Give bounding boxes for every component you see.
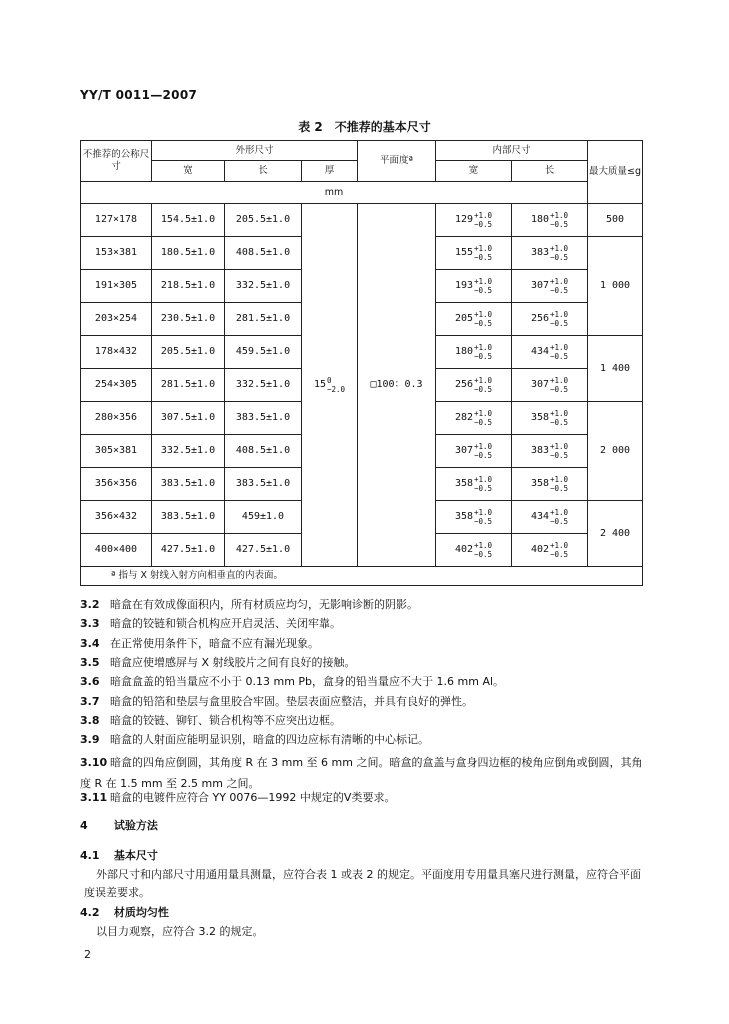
inner-length-cell	[512, 204, 588, 237]
table-caption: 表 2 不推荐的基本尺寸	[298, 120, 431, 134]
tolerance-base: 383	[530, 445, 550, 456]
tolerance-base: 307	[530, 280, 550, 291]
outer-width-cell: 332.5±1.0	[152, 435, 225, 468]
tolerance-stack	[474, 508, 492, 526]
clause-text: 暗盒的电镀件应符合 YY 0076—1992 中规定的Ⅴ类要求。	[110, 791, 396, 804]
tolerance-upper: +1.0	[550, 310, 569, 319]
max-mass-cell: 1 400	[588, 336, 643, 402]
clause-3-9	[80, 733, 646, 747]
outer-length-cell: 332.5±1.0	[225, 369, 302, 402]
tolerance-upper: +1.0	[474, 277, 493, 286]
tolerance-stack	[474, 475, 492, 493]
tolerance-stack	[474, 211, 492, 229]
header-flatness: 平面度ª	[358, 141, 436, 182]
inner-length-cell	[512, 402, 588, 435]
tolerance-upper: +1.0	[474, 211, 493, 220]
tolerance-lower: −0.5	[550, 517, 569, 526]
clause-number: 3.6	[80, 675, 100, 688]
section-4-1-text: 外部尺寸和内部尺寸用通用量具测量，应符合表 1 或表 2 的规定。平面度用专用量具塞尺进行测量，应符合平面度误差要求。	[84, 868, 641, 899]
clause-3-6	[80, 675, 646, 689]
max-mass-cell: 1 000	[588, 237, 643, 336]
tolerance-lower: −0.5	[550, 418, 569, 427]
header-thickness: 厚	[302, 161, 358, 182]
tolerance-lower: −0.5	[550, 319, 569, 328]
clause-number: 3.10	[80, 756, 108, 769]
clause-number: 3.3	[80, 617, 100, 630]
outer-width-cell: 218.5±1.0	[152, 270, 225, 303]
nominal-size-cell: 191×305	[81, 270, 152, 303]
tolerance-upper: +1.0	[550, 508, 569, 517]
standard-number: YY/T 0011—2007	[80, 88, 198, 102]
tolerance-lower: −0.5	[474, 253, 493, 262]
clause-text: 暗盒应使增感屏与 X 射线胶片之间有良好的接触。	[110, 656, 356, 669]
unit-row: mm	[81, 182, 588, 204]
outer-length-cell: 383.5±1.0	[225, 402, 302, 435]
clause-number: 3.9	[80, 733, 100, 746]
thickness-cell	[302, 204, 358, 567]
tolerance-stack	[550, 541, 568, 559]
tolerance-base: 155	[454, 247, 474, 258]
inner-length-cell	[512, 534, 588, 567]
tolerance-base: 129	[454, 214, 474, 225]
nominal-size-cell: 178×432	[81, 336, 152, 369]
tolerance-base: 282	[454, 412, 474, 423]
tolerance-stack	[550, 475, 568, 493]
tolerance-stack	[550, 211, 568, 229]
tolerance-upper: +1.0	[550, 343, 569, 352]
nominal-size-cell: 356×432	[81, 501, 152, 534]
thickness-upper: 0	[327, 376, 332, 385]
section-4-2-title: 材质均匀性	[113, 906, 169, 919]
outer-width-cell: 427.5±1.0	[152, 534, 225, 567]
nominal-size-cell: 356×356	[81, 468, 152, 501]
tolerance-stack	[474, 343, 492, 361]
tolerance-lower: −0.5	[550, 385, 569, 394]
inner-width-cell	[436, 303, 512, 336]
tolerance-upper: +1.0	[550, 475, 569, 484]
header-outer-length: 长	[225, 161, 302, 182]
inner-length-cell	[512, 501, 588, 534]
nominal-size-cell: 280×356	[81, 402, 152, 435]
thickness-lower: −2.0	[327, 385, 346, 394]
tolerance-upper: +1.0	[550, 277, 569, 286]
inner-width-cell	[436, 402, 512, 435]
outer-width-cell: 230.5±1.0	[152, 303, 225, 336]
inner-width-cell	[436, 534, 512, 567]
clause-3-11	[80, 791, 646, 805]
outer-length-cell: 281.5±1.0	[225, 303, 302, 336]
clause-text: 暗盒在有效成像面积内，所有材质应均匀，无影响诊断的阴影。	[110, 598, 418, 611]
tolerance-base: 256	[454, 379, 474, 390]
tolerance-upper: +1.0	[550, 244, 569, 253]
tolerance-lower: −0.5	[550, 253, 569, 262]
tolerance-base: 402	[530, 544, 550, 555]
clause-3-5	[80, 656, 646, 670]
inner-width-cell	[436, 435, 512, 468]
header-inner-width: 宽	[436, 161, 512, 182]
tolerance-base: 402	[454, 544, 474, 555]
tolerance-lower: −0.5	[474, 550, 493, 559]
tolerance-stack	[550, 442, 568, 460]
thickness-tolerance	[327, 376, 345, 394]
tolerance-stack	[474, 244, 492, 262]
section-4-2-number: 4.2	[80, 906, 100, 919]
dimensions-table	[80, 140, 643, 586]
tolerance-lower: −0.5	[474, 418, 493, 427]
tolerance-base: 358	[454, 511, 474, 522]
tolerance-stack	[474, 376, 492, 394]
header-outer: 外形尺寸	[152, 141, 358, 161]
inner-length-cell	[512, 303, 588, 336]
section-4-1-title: 基本尺寸	[113, 849, 158, 862]
tolerance-stack	[474, 442, 492, 460]
clause-text: 暗盒盒盖的铅当量应不小于 0.13 mm Pb，盒身的铅当量应不大于 1.6 mm Al。	[110, 675, 505, 688]
tolerance-stack	[474, 409, 492, 427]
clause-text: 暗盒的人射面应能明显识别，暗盒的四边应标有清晰的中心标记。	[110, 733, 429, 746]
nominal-size-cell: 254×305	[81, 369, 152, 402]
section-4-2-heading	[80, 906, 646, 920]
nominal-size-cell: 153×381	[81, 237, 152, 270]
clause-3-8	[80, 714, 646, 728]
clause-3-3	[80, 617, 646, 631]
outer-width-cell: 205.5±1.0	[152, 336, 225, 369]
page-number: 2	[84, 948, 91, 961]
tolerance-lower: −0.5	[550, 352, 569, 361]
tolerance-lower: −0.5	[474, 484, 493, 493]
clause-3-10	[80, 752, 646, 794]
tolerance-stack	[550, 277, 568, 295]
outer-width-cell: 383.5±1.0	[152, 468, 225, 501]
clause-text: 暗盒的铰链和锁合机构应开启灵活、关闭牢靠。	[110, 617, 341, 630]
outer-width-cell: 180.5±1.0	[152, 237, 225, 270]
clause-3-4	[80, 637, 646, 651]
tolerance-base: 180	[454, 346, 474, 357]
tolerance-upper: +1.0	[474, 475, 493, 484]
tolerance-stack	[474, 277, 492, 295]
nominal-size-cell: 400×400	[81, 534, 152, 567]
header-max-mass: 最大质量≤g	[588, 141, 643, 204]
tolerance-lower: −0.5	[474, 451, 493, 460]
tolerance-upper: +1.0	[474, 541, 493, 550]
clause-3-2	[80, 598, 646, 612]
section-4-number: 4	[80, 819, 88, 832]
tolerance-upper: +1.0	[474, 409, 493, 418]
inner-width-cell	[436, 369, 512, 402]
tolerance-upper: +1.0	[550, 376, 569, 385]
clause-number: 3.7	[80, 695, 100, 708]
nominal-size-cell: 203×254	[81, 303, 152, 336]
max-mass-cell: 2 400	[588, 501, 643, 567]
flatness-cell: □100：0.3	[358, 204, 436, 567]
tolerance-base: 307	[530, 379, 550, 390]
inner-width-cell	[436, 237, 512, 270]
header-inner-length: 长	[512, 161, 588, 182]
tolerance-lower: −0.5	[550, 451, 569, 460]
table-row	[81, 204, 643, 237]
section-4-2-text: 以目力观察，应符合 3.2 的规定。	[96, 925, 264, 938]
nominal-size-cell: 305×381	[81, 435, 152, 468]
table-footnote: ª 指与 X 射线入射方向相垂直的内表面。	[81, 567, 643, 586]
clause-3-7	[80, 695, 646, 709]
tolerance-lower: −0.5	[550, 286, 569, 295]
clause-number: 3.11	[80, 791, 108, 804]
clause-text: 暗盒的四角应倒圆，其角度 R 在 3 mm 至 6 mm 之间。暗盒的盒盖与盒身四边框的棱角应倒角或倒圆，其角度 R 在 1.5 mm 至 2.5 mm 之间。	[80, 756, 643, 790]
inner-width-cell	[436, 336, 512, 369]
inner-width-cell	[436, 204, 512, 237]
tolerance-upper: +1.0	[474, 310, 493, 319]
outer-length-cell: 408.5±1.0	[225, 237, 302, 270]
clause-text: 在正常使用条件下，暗盒不应有漏光现象。	[110, 637, 319, 650]
tolerance-lower: −0.5	[550, 550, 569, 559]
outer-length-cell: 408.5±1.0	[225, 435, 302, 468]
tolerance-base: 307	[454, 445, 474, 456]
tolerance-base: 383	[530, 247, 550, 258]
tolerance-base: 256	[530, 313, 550, 324]
clause-number: 3.5	[80, 656, 100, 669]
outer-length-cell: 459.5±1.0	[225, 336, 302, 369]
outer-length-cell: 383.5±1.0	[225, 468, 302, 501]
tolerance-upper: +1.0	[474, 442, 493, 451]
tolerance-lower: −0.5	[550, 484, 569, 493]
tolerance-stack	[474, 541, 492, 559]
inner-length-cell	[512, 435, 588, 468]
tolerance-lower: −0.5	[474, 286, 493, 295]
tolerance-upper: +1.0	[550, 409, 569, 418]
footnote-row	[81, 567, 643, 586]
tolerance-stack	[550, 343, 568, 361]
tolerance-lower: −0.5	[474, 220, 493, 229]
header-inner: 内部尺寸	[436, 141, 588, 161]
max-mass-cell: 2 000	[588, 402, 643, 501]
tolerance-upper: +1.0	[550, 541, 569, 550]
outer-width-cell: 281.5±1.0	[152, 369, 225, 402]
tolerance-base: 193	[454, 280, 474, 291]
section-4-heading	[80, 819, 646, 833]
tolerance-stack	[550, 376, 568, 394]
tolerance-base: 434	[530, 511, 550, 522]
tolerance-base: 180	[530, 214, 550, 225]
tolerance-upper: +1.0	[474, 343, 493, 352]
section-4-title: 试验方法	[113, 819, 158, 832]
outer-length-cell: 332.5±1.0	[225, 270, 302, 303]
outer-width-cell: 307.5±1.0	[152, 402, 225, 435]
tolerance-upper: +1.0	[550, 211, 569, 220]
tolerance-base: 205	[454, 313, 474, 324]
thickness-base: 15	[313, 379, 326, 390]
tolerance-base: 358	[530, 412, 550, 423]
tolerance-stack	[550, 310, 568, 328]
tolerance-lower: −0.5	[474, 319, 493, 328]
nominal-size-cell: 127×178	[81, 204, 152, 237]
tolerance-upper: +1.0	[474, 508, 493, 517]
outer-length-cell: 427.5±1.0	[225, 534, 302, 567]
clause-number: 3.8	[80, 714, 100, 727]
tolerance-stack	[550, 244, 568, 262]
clause-text: 暗盒的铰链、铆钉、锁合机构等不应突出边框。	[110, 714, 341, 727]
clause-text: 暗盒的铅箔和垫层与盒里胶合牢固。垫层表面应整洁，并具有良好的弹性。	[110, 695, 473, 708]
inner-width-cell	[436, 501, 512, 534]
outer-width-cell: 383.5±1.0	[152, 501, 225, 534]
clause-number: 3.2	[80, 598, 100, 611]
tolerance-lower: −0.5	[550, 220, 569, 229]
inner-length-cell	[512, 270, 588, 303]
inner-length-cell	[512, 336, 588, 369]
inner-width-cell	[436, 270, 512, 303]
inner-width-cell	[436, 468, 512, 501]
clause-number: 3.4	[80, 637, 100, 650]
tolerance-lower: −0.5	[474, 517, 493, 526]
tolerance-base: 358	[454, 478, 474, 489]
section-4-1-number: 4.1	[80, 849, 100, 862]
inner-length-cell	[512, 369, 588, 402]
tolerance-lower: −0.5	[474, 352, 493, 361]
inner-length-cell	[512, 468, 588, 501]
inner-length-cell	[512, 237, 588, 270]
max-mass-cell: 500	[588, 204, 643, 237]
tolerance-upper: +1.0	[474, 376, 493, 385]
header-outer-width: 宽	[152, 161, 225, 182]
tolerance-stack	[550, 508, 568, 526]
section-4-1-heading	[80, 849, 646, 863]
tolerance-stack	[474, 310, 492, 328]
header-nominal: 不推荐的公称尺寸	[81, 141, 152, 182]
tolerance-upper: +1.0	[550, 442, 569, 451]
tolerance-stack	[550, 409, 568, 427]
tolerance-upper: +1.0	[474, 244, 493, 253]
tolerance-lower: −0.5	[474, 385, 493, 394]
tolerance-base: 434	[530, 346, 550, 357]
outer-length-cell: 205.5±1.0	[225, 204, 302, 237]
tolerance-base: 358	[530, 478, 550, 489]
outer-length-cell: 459±1.0	[225, 501, 302, 534]
outer-width-cell: 154.5±1.0	[152, 204, 225, 237]
